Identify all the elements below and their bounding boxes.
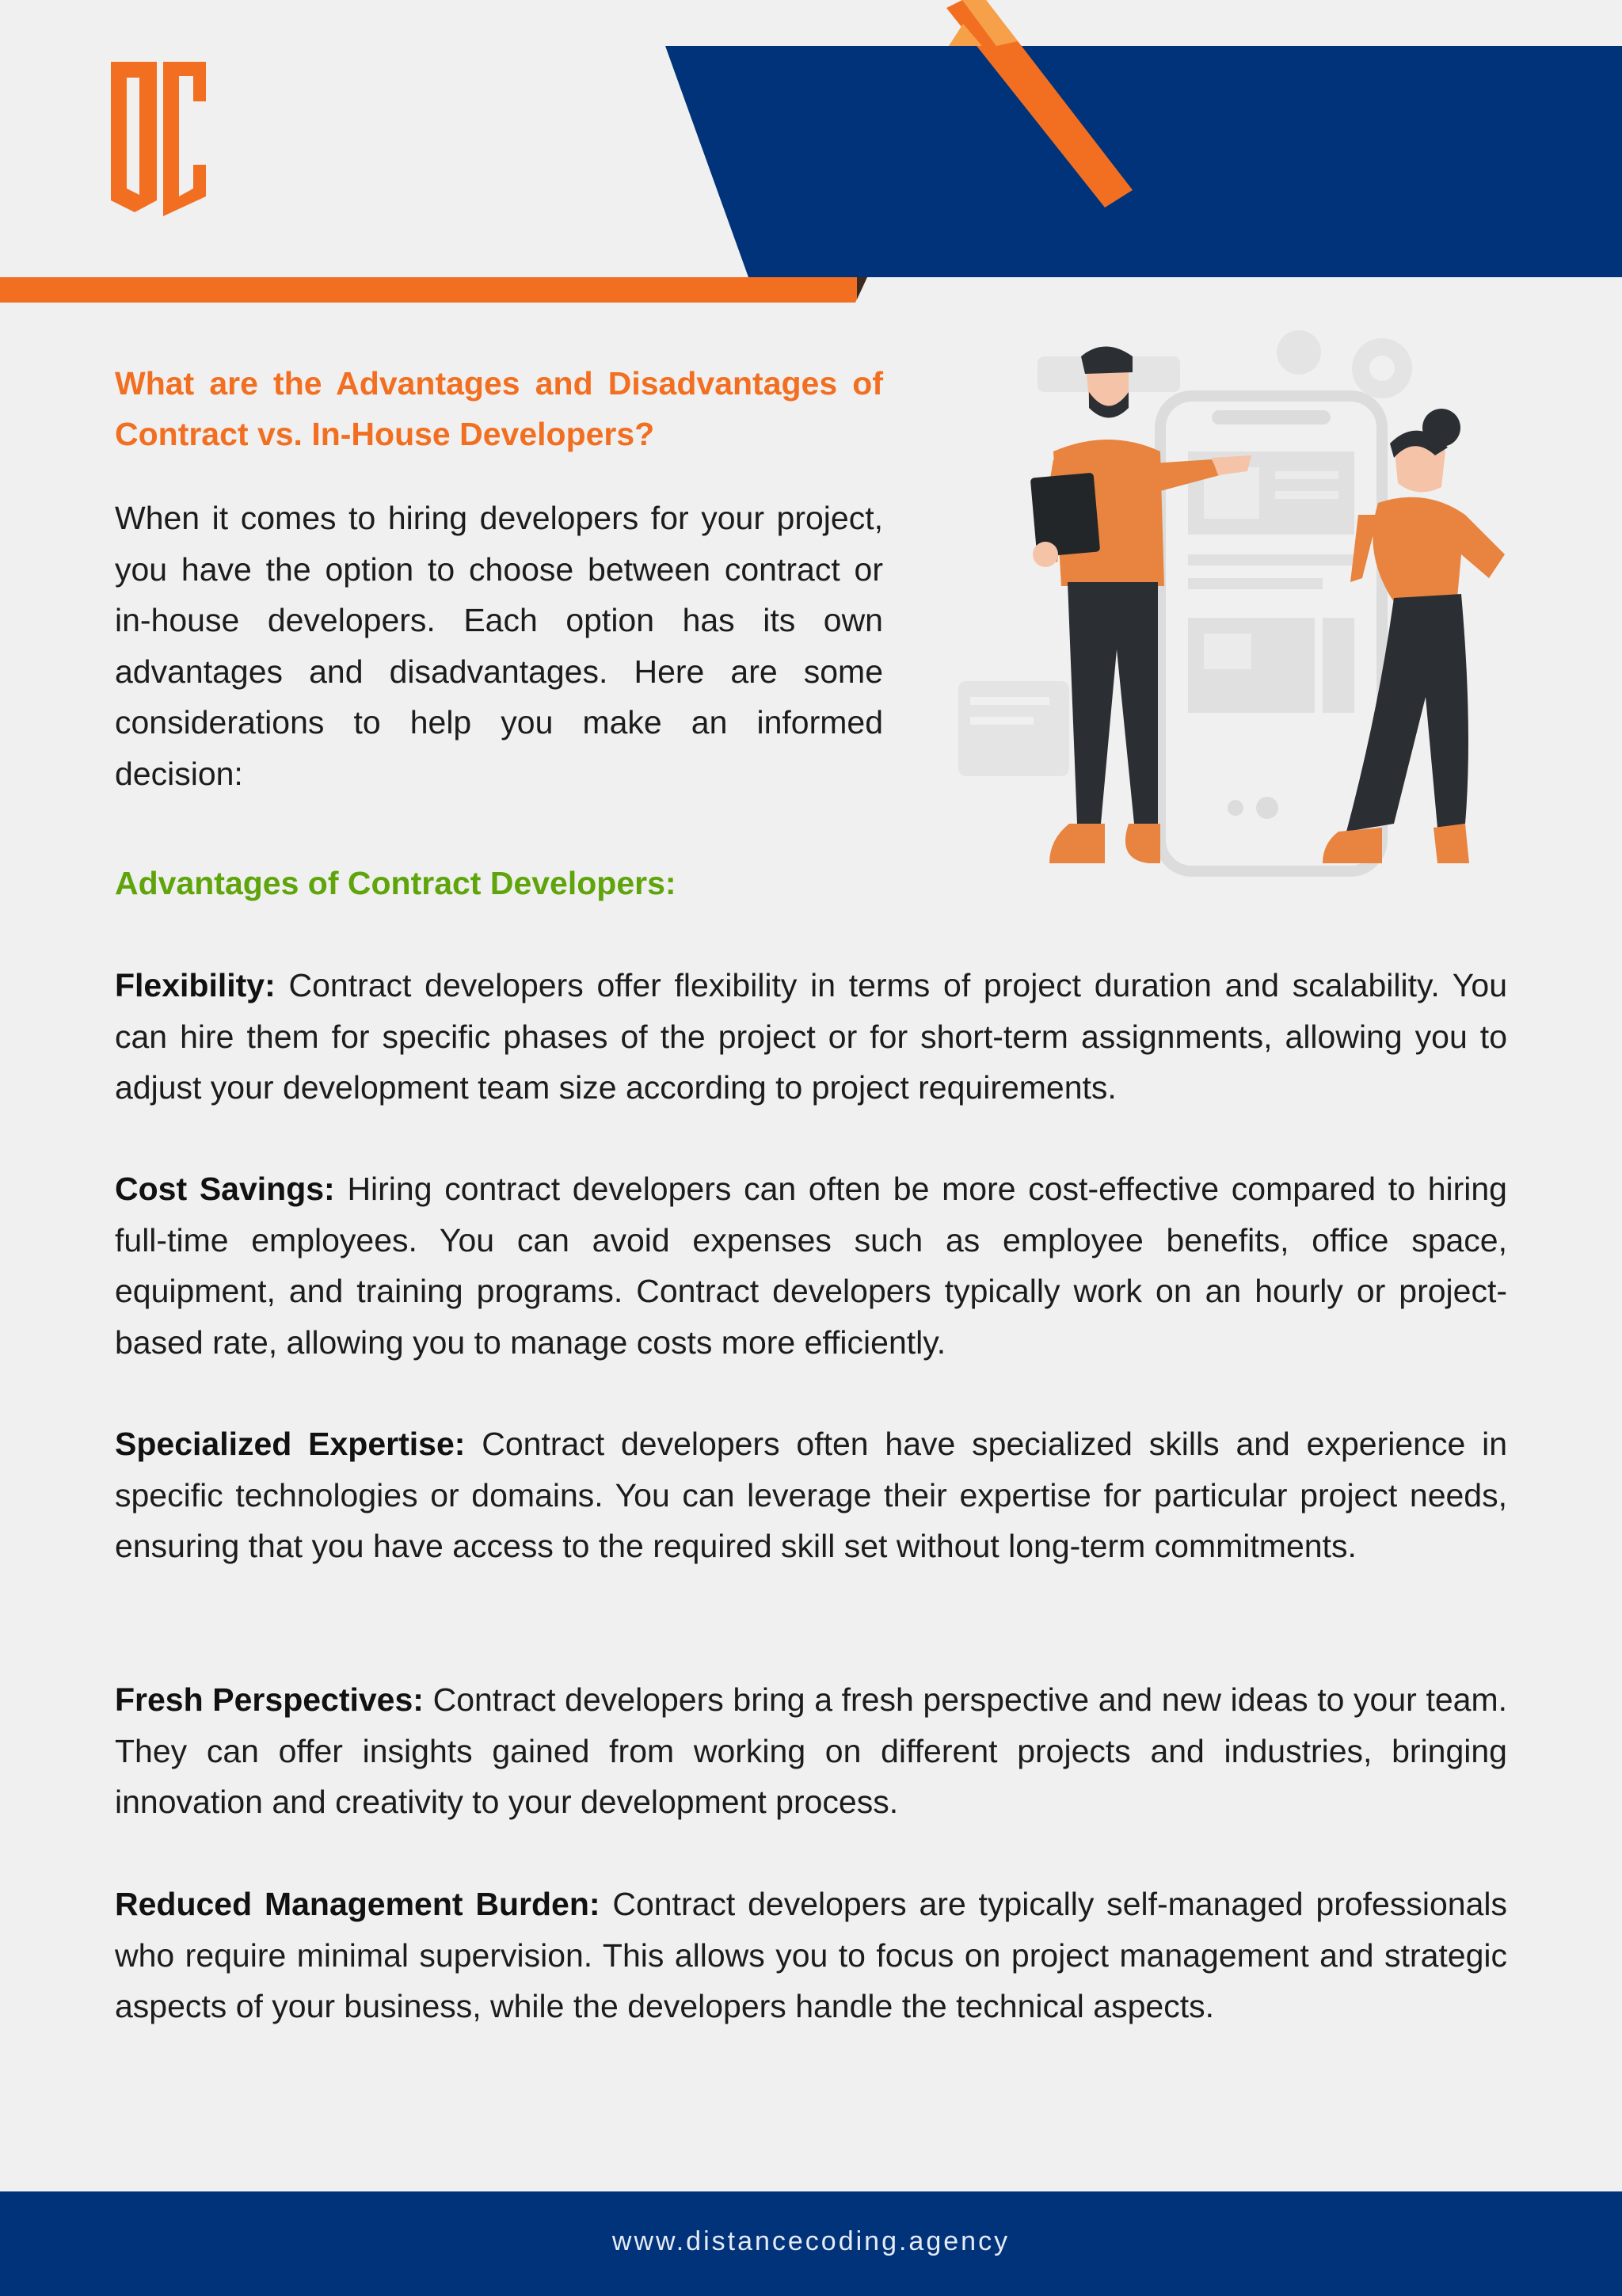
intro-paragraph: When it comes to hiring developers for your project, you have the option to choose between contract or in-house developers. Each option has its own advantages and disadvantages. Here are some considerations to help you make an informed decision:: [115, 500, 883, 792]
advantage-term: Reduced Management Burden:: [115, 1886, 600, 1922]
footer-website-link[interactable]: www.distancecoding.agency: [611, 2226, 1011, 2256]
advantage-term: Flexibility:: [115, 967, 276, 1003]
page-heading: What are the Advantages and Disadvantages of Contract vs. In-House Developers?: [115, 365, 883, 452]
advantage-item-specialized-expertise: [115, 1418, 1507, 1572]
advantage-text: Contract developers bring a fresh perspective and new ideas to your team. They can offer insights gained from working on different projects and industries, bringing innovation and creativity to your development process.: [115, 1681, 1507, 1820]
advantage-term: Fresh Perspectives:: [115, 1681, 424, 1718]
header-banner: [0, 0, 1622, 309]
advantages-heading: Advantages of Contract Developers:: [115, 865, 676, 901]
advantage-item-cost-savings: [115, 1163, 1507, 1368]
advantage-item-fresh-perspectives: [115, 1674, 1507, 1828]
advantage-text: Contract developers offer flexibility in terms of project duration and scalability. You can hire them for specific phases of the project or for short-term assignments, allowing you to adjust your development team size according to project requirements.: [115, 967, 1507, 1106]
dc-logo-icon: [111, 62, 214, 220]
team-with-phone-illustration: [950, 317, 1521, 887]
advantage-term: Specialized Expertise:: [115, 1426, 466, 1462]
advantage-item-flexibility: [115, 960, 1507, 1114]
advantage-text: Hiring contract developers can often be more cost-effective compared to hiring full-time employees. You can avoid expenses such as employee benefits, office space, equipment, and training programs. Contract developers typically work on an hourly or project-based rate, allowing you to manage costs more efficiently.: [115, 1171, 1507, 1361]
advantage-text: Contract developers are typically self-managed professionals who require minimal supervision. This allows you to focus on project management and strategic aspects of your business, while the developers handle the technical aspects.: [115, 1886, 1507, 2024]
advantage-item-reduced-management-burden: [115, 1879, 1507, 2032]
advantage-text: Contract developers often have specialized skills and experience in specific technologies or domains. You can leverage their expertise for particular project needs, ensuring that you have access to the required skill set without long-term commitments.: [115, 1426, 1507, 1564]
advantage-term: Cost Savings:: [115, 1171, 335, 1207]
